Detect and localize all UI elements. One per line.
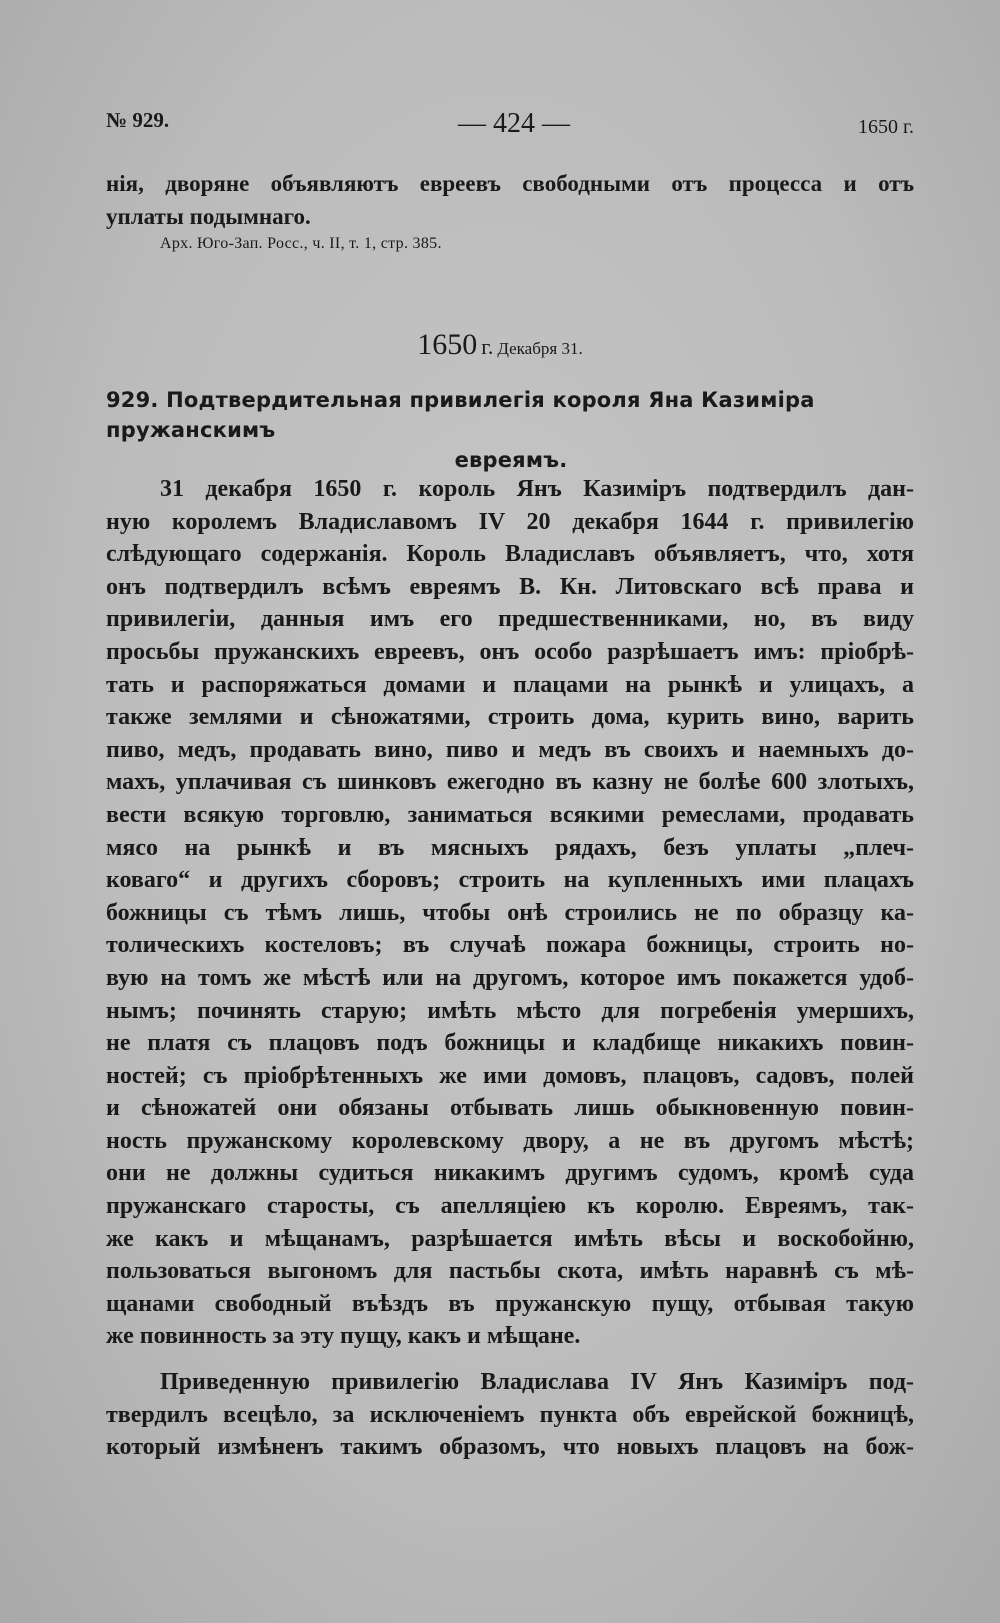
date-day: Декабря 31. — [497, 339, 583, 358]
page-number: — 424 — — [458, 108, 570, 139]
page-header — [106, 108, 914, 148]
continuation-line: нія, дворяне объявляютъ евреевъ свободными отъ процесса и отъ — [106, 171, 914, 196]
header-year: 1650 г. — [858, 116, 914, 138]
text-line: ностей; съ пріобрѣтенныхъ же ими домовъ, плацовъ, садовъ, полей — [106, 1062, 914, 1089]
text-line: мясо на рынкѣ и въ мясныхъ рядахъ, безъ уплаты „плеч- — [106, 834, 914, 861]
source-citation: Арх. Юго-Зап. Росс., ч. II, т. 1, стр. 385. — [160, 235, 442, 252]
text-line: вести всякую торговлю, заниматься всякими ремеслами, продавать — [106, 801, 914, 828]
text-line: просьбы пружанскихъ евреевъ, онъ особо разрѣшаетъ имъ: пріобрѣ- — [106, 638, 914, 665]
text-line: тать и распоряжаться домами и плацами на рынкѣ и улицахъ, а — [106, 671, 914, 698]
text-line: также землями и сѣножатями, строить дома, курить вино, варить — [106, 704, 914, 731]
text-line: ность пружанскому королевскому двору, а не въ другомъ мѣстѣ; — [106, 1127, 914, 1154]
document-title — [106, 385, 916, 475]
text-line: толическихъ костеловъ; въ случаѣ пожара божницы, строить но- — [106, 932, 914, 959]
text-line: ную королемъ Владиславомъ IV 20 декабря 1644 г. привилегію — [106, 508, 914, 535]
text-line: пиво, медъ, продавать вино, пиво и медъ въ своихъ и наемныхъ до- — [106, 736, 914, 763]
text-line: божницы съ тѣмъ лишь, чтобы онѣ строились не по образцу ка- — [106, 899, 914, 926]
text-line: не платя съ плацовъ подъ божницы и кладбище никакихъ повин- — [106, 1030, 914, 1057]
paragraph-1 — [106, 473, 914, 1353]
continuation-line: уплаты подымнаго. — [106, 203, 311, 229]
document-body — [106, 473, 914, 1464]
text-line: Приведенную привилегію Владислава IV Янъ Казиміръ под- — [160, 1369, 914, 1396]
text-line: щанами свободный въѣздъ въ пружанскую пущу, отбывая такую — [106, 1290, 914, 1317]
date-year: 1650 — [417, 328, 478, 361]
text-line: твердилъ всецѣло, за исключеніемъ пункта объ еврейской божницѣ, — [106, 1401, 914, 1428]
document-date — [0, 328, 1000, 362]
text-line: же повинность за эту пущу, какъ и мѣщане. — [106, 1323, 581, 1350]
text-line: пользоваться выгономъ для пастьбы скота, имѣть наравнѣ съ мѣ- — [106, 1258, 914, 1285]
text-line: коваго“ и другихъ сборовъ; строить на купленныхъ ими плацахъ — [106, 867, 914, 894]
paragraph-gap — [106, 1353, 914, 1366]
text-line: онъ подтвердилъ всѣмъ евреямъ В. Кн. Литовскаго всѣ права и — [106, 573, 914, 600]
paragraph-2 — [106, 1366, 914, 1464]
title-line: 929. Подтвердительная привилегія короля Яна Казиміра пружанскимъ — [106, 388, 815, 442]
text-line: вую на томъ же мѣстѣ или на другомъ, которое имъ покажется удоб- — [106, 964, 914, 991]
text-line: 31 декабря 1650 г. король Янъ Казиміръ подтвердилъ дан- — [160, 476, 914, 502]
text-line: же какъ и мѣщанамъ, разрѣшается имѣть вѣсы и воскобойню, — [106, 1225, 914, 1252]
document-number: № 929. — [106, 108, 170, 132]
text-line: и сѣножатей они обязаны отбывать лишь обыкновенную повин- — [106, 1095, 914, 1122]
text-line: махъ, уплачивая съ шинковъ ежегодно въ казну не болѣе 600 злотыхъ, — [106, 769, 914, 796]
date-g: г. — [481, 334, 494, 359]
text-line: нымъ; починять старую; имѣть мѣсто для погребенія умершихъ, — [106, 997, 914, 1024]
text-line: они не должны судиться никакимъ другимъ судомъ, кромѣ суда — [106, 1160, 914, 1187]
text-line: пружанскаго старосты, съ апелляціею къ королю. Евреямъ, так- — [106, 1193, 914, 1220]
continuation-text — [106, 168, 914, 233]
text-line: привилегіи, данныя имъ его предшественниками, но, въ виду — [106, 606, 914, 633]
text-line: слѣдующаго содержанія. Король Владиславъ объявляетъ, что, хотя — [106, 541, 914, 568]
title-line: евреямъ. — [454, 448, 568, 472]
text-line: который измѣненъ такимъ образомъ, что новыхъ плацовъ на бож- — [106, 1434, 914, 1461]
